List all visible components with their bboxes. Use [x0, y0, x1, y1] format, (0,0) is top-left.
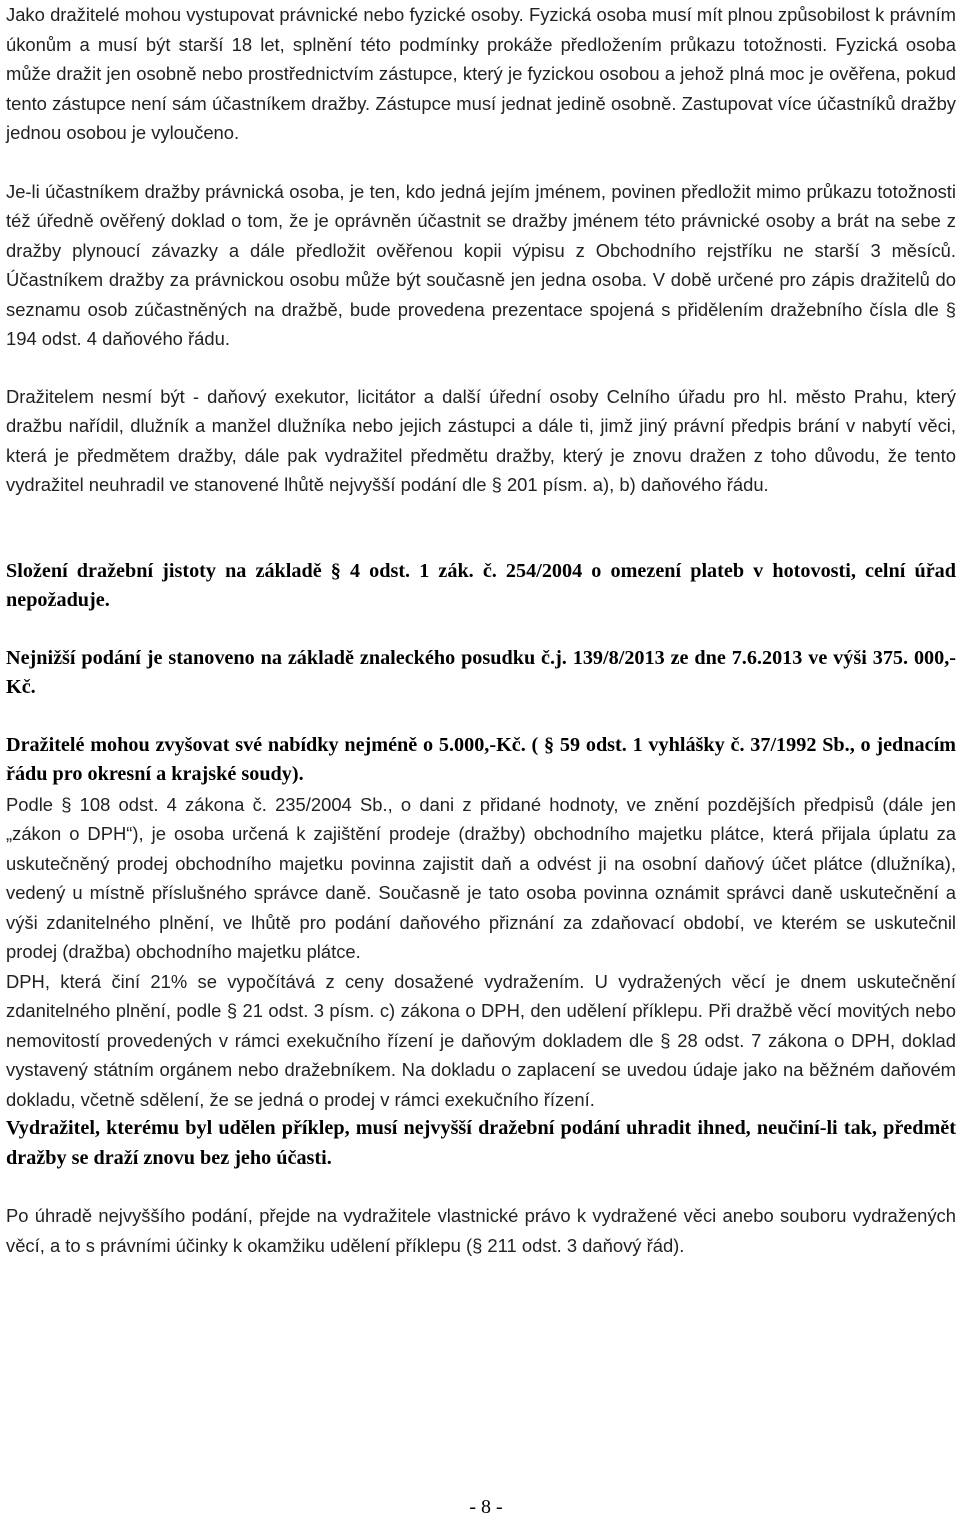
paragraph-bid-increment: Dražitelé mohou zvyšovat své nabídky nejméně o 5.000,-Kč. ( § 59 odst. 1 vyhlášky č. 37/1992 Sb., o jednacím řádu pro okresní a krajské soudy).	[6, 733, 956, 785]
paragraph-legal-entity: Je-li účastníkem dražby právnická osoba, je ten, kdo jedná jejím jménem, povinen předložit mimo průkazu totožnosti též úředně ověřený doklad o tom, že je oprávněn účastnit se dražby jménem této právnické osoby a brát na sebe z dražby plynoucí závazky a dále předložit ověřenou kopii výpisu z Obchodního rejstříku ne starší 3 měsíců. Účastníkem dražby za právnickou osobu může být současně jen jedna osoba. V době určené pro zápis dražitelů do seznamu osob zúčastněných na dražbě, bude provedena prezentace spojená s přidělením dražebního čísla dle § 194 odst. 4 daňového řádu.	[6, 180, 956, 349]
paragraph-vat-obligation: Podle § 108 odst. 4 zákona č. 235/2004 Sb., o dani z přidané hodnoty, ve znění pozdějších předpisů (dále jen „zákon o DPH“), je osoba určená k zajištění prodeje (dražby) obchodního majetku plátce, která přijala úplatu za uskutečněný prodej obchodního majetku povinna zajistit daň a odvést ji na osobní daňový účet plátce (dlužníka), vedený u místně příslušného správce daně. Současně je tato osoba povinna oznámit správci daně uskutečnění a výši zdanitelného plnění, ve lhůtě pro podání daňového přiznání za zdaňovací období, ve kterém se uskutečnil prodej (dražba) obchodního majetku plátce.	[6, 793, 956, 962]
paragraph-deposit: Složení dražební jistoty na základě § 4 odst. 1 zák. č. 254/2004 o omezení plateb v hotovosti, celní úřad nepožaduje.	[6, 559, 956, 611]
paragraph-minimum-bid: Nejnižší podání je stanoveno na základě znaleckého posudku č.j. 139/8/2013 ze dne 7.6.2013 ve výši 375. 000,- Kč.	[6, 646, 956, 698]
page-number: - 8 -	[469, 1496, 503, 1518]
paragraph-vat-rate: DPH, která činí 21% se vypočítává z ceny dosažené vydražením. U vydražených věcí je dnem uskutečnění zdanitelného plnění, podle § 21 odst. 3 písm. c) zákona o DPH, den udělení příklepu. Při dražbě věcí movitých nebo nemovitostí provedených v rámci exekučního řízení je daňovým dokladem dle § 28 odst. 7 zákona o DPH, doklad vystavený státním orgánem nebo dražebníkem. Na dokladu o zaplacení se uvedou údaje jako na běžném daňovém dokladu, včetně sdělení, že se jedná o prodej v rámci exekučního řízení.	[6, 970, 956, 1110]
paragraph-payment: Vydražitel, kterému byl udělen příklep, musí nejvyšší dražební podání uhradit ihned, neučiní-li tak, předmět dražby se draží znovu bez jeho účasti.	[6, 1117, 956, 1169]
document-page	[6, 0, 956, 1260]
paragraph-excluded-bidders: Dražitelem nesmí být - daňový exekutor, licitátor a další úřední osoby Celního úřadu pro hl. město Prahu, který dražbu nařídil, dlužník a manžel dlužníka nebo jejich zástupci a dále ti, jimž jiný právní předpis brání v nabytí věci, která je předmětem dražby, dále pak vydražitel předmětu dražby, který je znovu dražen z toho důvodu, že tento vydražitel neuhradil ve stanovené lhůtě nejvyšší podání dle § 201 písm. a), b) daňového řádu.	[6, 385, 956, 495]
paragraph-bidder-eligibility: Jako dražitelé mohou vystupovat právnické nebo fyzické osoby. Fyzická osoba musí mít plnou způsobilost k právním úkonům a musí být starší 18 let, splnění této podmínky prokáže předložením průkazu totožnosti. Fyzická osoba může dražit jen osobně nebo prostřednictvím zástupce, který je fyzickou osobou a jehož plná moc je ověřena, pokud tento zástupce není sám účastníkem dražby. Zástupce musí jednat jedině osobně. Zastupovat více účastníků dražby jednou osobou je vyloučeno.	[6, 4, 956, 143]
paragraph-ownership-transfer: Po úhradě nejvyššího podání, přejde na vydražitele vlastnické právo k vydražené věci anebo souboru vydražených věcí, a to s právními účinky k okamžiku udělení příklepu (§ 211 odst. 3 daňový řád).	[6, 1205, 956, 1256]
